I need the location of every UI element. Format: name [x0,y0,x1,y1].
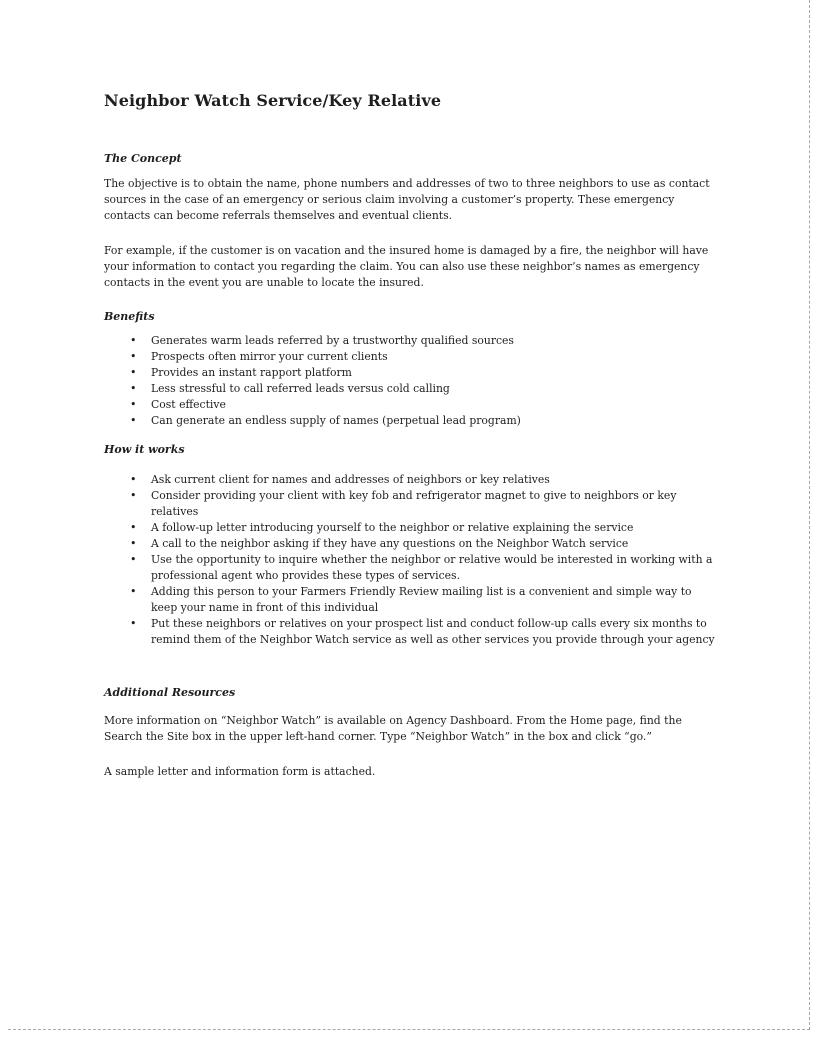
bullet-icon: • [130,553,137,566]
list-item-text: A call to the neighbor asking if they have any questions on the Neighbor Watch service [151,537,629,550]
list-item-text: Prospects often mirror your current clients [151,350,388,363]
concept-paragraph-2: For example, if the customer is on vacation and the insured home is damaged by a fire, the neighbor will have your information to contact you regarding the claim. You can also use these neighbor’s names as emergency contacts in the event you are unable to locate the insured. [104,244,709,289]
page-edge-bottom [8,1029,810,1030]
list-item-text: Put these neighbors or relatives on your prospect list and conduct follow-up calls every six months to remind them of the Neighbor Watch service as well as other services you provide through your agency [151,617,715,646]
bullet-icon: • [130,473,137,486]
list-item [104,381,720,397]
list-item [104,349,720,365]
list-item-text: Less stressful to call referred leads versus cold calling [151,382,450,395]
list-item [104,536,720,552]
bullet-icon: • [130,617,137,630]
list-item-text: A follow-up letter introducing yourself to the neighbor or relative explaining the service [151,521,634,534]
how-it-works-list [104,472,720,648]
bullet-icon: • [130,537,137,550]
list-item-text: Adding this person to your Farmers Friendly Review mailing list is a convenient and simple way to keep your name in front of this individual [151,585,692,614]
document-title: Neighbor Watch Service/Key Relative [104,91,442,110]
list-item-text: Can generate an endless supply of names (perpetual lead program) [151,414,521,427]
list-item [104,397,720,413]
concept-heading: The Concept [104,152,182,165]
benefits-heading: Benefits [104,310,155,323]
bullet-icon: • [130,382,137,395]
concept-paragraph-1: The objective is to obtain the name, phone numbers and addresses of two to three neighbors to use as contact sources in the case of an emergency or serious claim involving a customer’s property. These emergency contacts can become referrals themselves and eventual clients. [104,177,710,222]
list-item-text: Generates warm leads referred by a trustworthy qualified sources [151,334,514,347]
list-item [104,488,720,520]
list-item [104,365,720,381]
list-item-text: Consider providing your client with key fob and refrigerator magnet to give to neighbors or key relatives [151,489,677,518]
how-it-works-heading: How it works [104,443,185,456]
document-body [104,91,720,799]
resources-paragraph-2: A sample letter and information form is attached. [104,765,376,778]
list-item [104,413,720,429]
list-item [104,552,720,584]
benefits-list [104,333,720,429]
bullet-icon: • [130,585,137,598]
list-item [104,333,720,349]
bullet-icon: • [130,521,137,534]
bullet-icon: • [130,334,137,347]
resources-paragraph-1: More information on “Neighbor Watch” is available on Agency Dashboard. From the Home page, find the Search the Site box in the upper left-hand corner. Type “Neighbor Watch” in the box and click “go.” [104,714,682,743]
page-edge-right [809,0,810,1030]
list-item-text: Cost effective [151,398,226,411]
list-item-text: Use the opportunity to inquire whether the neighbor or relative would be interested in working with a professional agent who provides these types of services. [151,553,713,582]
additional-resources-heading: Additional Resources [104,686,236,699]
list-item-text: Provides an instant rapport platform [151,366,352,379]
bullet-icon: • [130,366,137,379]
list-item [104,584,720,616]
bullet-icon: • [130,414,137,427]
bullet-icon: • [130,489,137,502]
list-item [104,472,720,488]
bullet-icon: • [130,350,137,363]
list-item [104,520,720,536]
list-item [104,616,720,648]
list-item-text: Ask current client for names and addresses of neighbors or key relatives [151,473,550,486]
bullet-icon: • [130,398,137,411]
